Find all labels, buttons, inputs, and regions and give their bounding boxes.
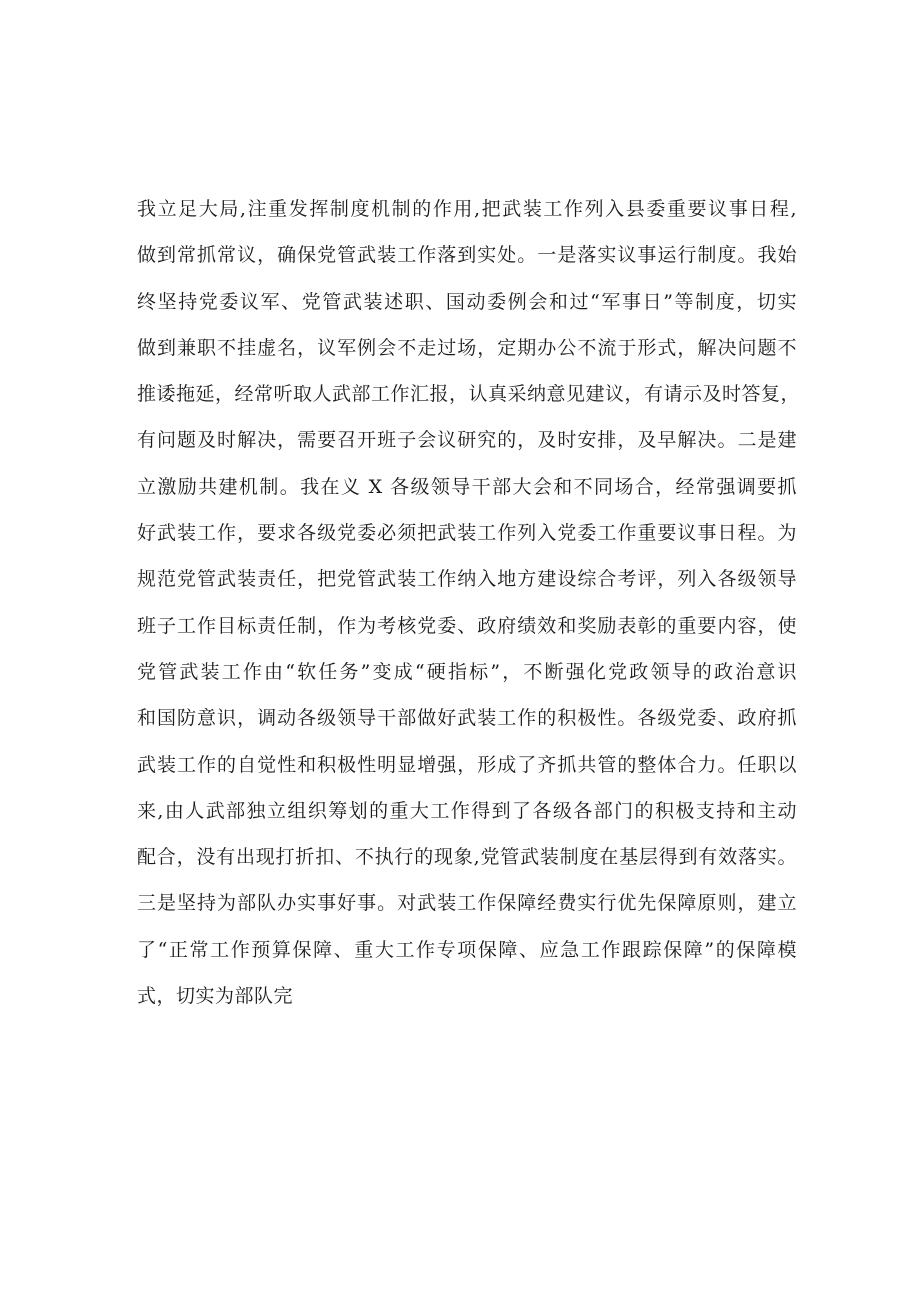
paragraph-line: 做到常抓常议，确保党管武装工作落到实处。一是落实议事运行制度。我始 bbox=[137, 244, 797, 267]
paragraph-line: 武装工作的自觉性和积极性明显增强，形成了齐抓共管的整体合力。任职以 bbox=[137, 753, 797, 776]
paragraph-line: 来,由人武部独立组织筹划的重大工作得到了各级各部门的积极支持和主动 bbox=[137, 799, 797, 822]
paragraph-line: 班子工作目标责任制，作为考核党委、政府绩效和奖励表彰的重要内容，使 bbox=[137, 614, 797, 637]
document-body bbox=[137, 186, 801, 1019]
paragraph-line: 了“正常工作预算保障、重大工作专项保障、应急工作跟踪保障”的保障模 bbox=[137, 938, 797, 961]
paragraph-line-last: 式，切实为部队完 bbox=[137, 985, 294, 1008]
paragraph-line: 和国防意识，调动各级领导干部做好武装工作的积极性。各级党委、政府抓 bbox=[137, 707, 797, 730]
paragraph-line: 三是坚持为部队办实事好事。对武装工作保障经费实行优先保障原则，建立 bbox=[137, 892, 797, 915]
paragraph-line: 有问题及时解决，需要召开班子会议研究的，及时安排，及早解决。二是建 bbox=[137, 429, 797, 452]
paragraph-line: 终坚持党委议军、党管武装述职、国动委例会和过“军事日”等制度，切实 bbox=[137, 290, 797, 313]
paragraph-line: 规范党管武装责任，把党管武装工作纳入地方建设综合考评，列入各级领导 bbox=[137, 568, 797, 591]
paragraph-line: 推诿拖延，经常听取人武部工作汇报，认真采纳意见建议，有请示及时答复， bbox=[137, 383, 801, 406]
paragraph-line: 好武装工作，要求各级党委必须把武装工作列入党委工作重要议事日程。为 bbox=[137, 522, 797, 545]
paragraph-line: 配合，没有出现打折扣、不执行的现象,党管武装制度在基层得到有效落实。 bbox=[137, 846, 797, 869]
paragraph-line: 做到兼职不挂虚名，议军例会不走过场，定期办公不流于形式，解决问题不 bbox=[137, 336, 797, 359]
paragraph-line: 立激励共建机制。我在义 X 各级领导干部大会和不同场合，经常强调要抓 bbox=[137, 475, 797, 498]
paragraph-line: 我立足大局,注重发挥制度机制的作用,把武装工作列入县委重要议事日程, bbox=[137, 198, 797, 220]
paragraph-line: 党管武装工作由“软任务”变成“硬指标”，不断强化党政领导的政治意识 bbox=[137, 660, 797, 683]
